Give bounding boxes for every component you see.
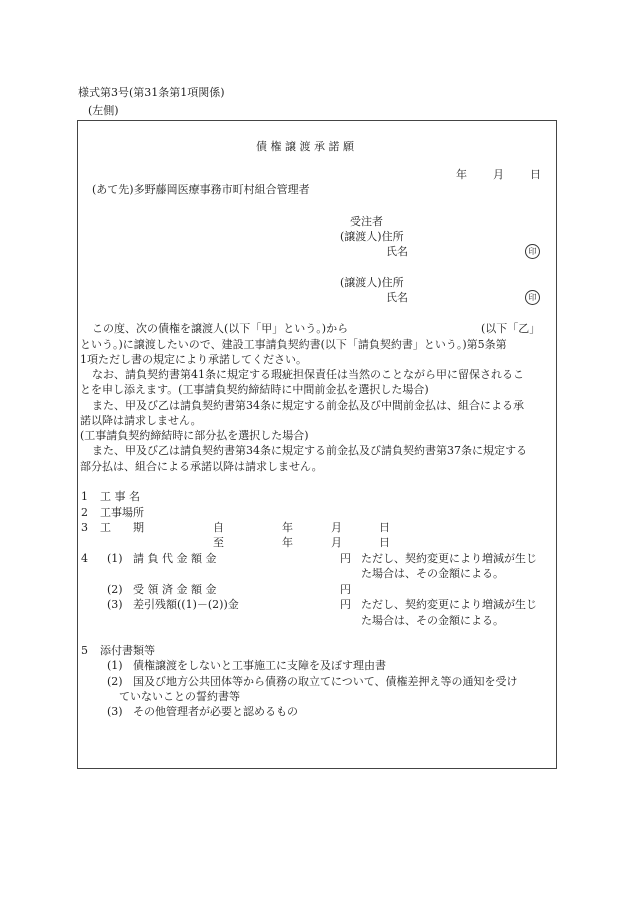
item4-number: 4 (81, 552, 88, 565)
body-p4-line2: 部分払は、組合による承諾以降は請求しません。 (80, 460, 323, 473)
addressee: (あて先)多野藤岡医療事務市町村組合管理者 (92, 183, 310, 196)
item3-to: 至 (213, 536, 224, 549)
assignee-address-label: (譲渡人)住所 (340, 276, 404, 289)
item5-3-text: その他管理者が必要と認めるもの (133, 705, 298, 718)
side-label: (左側) (88, 104, 119, 117)
assignee-seal-icon: 印 (525, 290, 540, 305)
body-p4-line1: また、甲及び乙は請負契約書第34条に規定する前金払及び請負契約書第37条に規定する (92, 444, 527, 457)
date-year: 年 (456, 168, 467, 181)
item4-3-unit: 円 (340, 598, 351, 611)
item3-number: 3 (81, 521, 88, 534)
item4-1-label: 請 負 代 金 額 金 (133, 552, 217, 565)
item5-label: 添付書類等 (100, 644, 155, 657)
assignee-name-label: 氏名 (386, 291, 408, 304)
body-p1-line1b: (以下「乙」 (481, 322, 541, 335)
item3-label: 工 期 (100, 521, 144, 534)
contractor-label: 受注者 (350, 215, 383, 228)
body-p3-line2: 諾以降は請求しません。 (80, 414, 202, 427)
item5-2-number: (2) (107, 675, 123, 688)
item3-to-month: 月 (331, 536, 342, 549)
contractor-name-label: 氏名 (386, 245, 408, 258)
item5-2-text-line1: 国及び地方公共団体等から債務の取立てについて、債権差押え等の通知を受け (133, 675, 518, 688)
date-day: 日 (530, 168, 541, 181)
item4-1-note-line1: ただし、契約変更により増減が生じ (361, 552, 537, 565)
body-p1-line2: という。)に譲渡したいので、建設工事請負契約書(以下「請負契約書」という。)第5条第 (80, 338, 507, 351)
document-title: 債 権 譲 渡 承 諾 願 (256, 140, 354, 153)
item1-label: 工 事 名 (100, 490, 140, 503)
item3-to-year: 年 (282, 536, 293, 549)
item4-3-note-line1: ただし、契約変更により増減が生じ (361, 598, 537, 611)
item2-label: 工事場所 (100, 506, 144, 519)
item5-number: 5 (81, 644, 88, 657)
item4-3-label: 差引残額((1)－(2))金 (133, 598, 239, 611)
item3-from-year: 年 (282, 521, 293, 534)
body-p2-line2: とを申し添えます。(工事請負契約締結時に中間前金払を選択した場合) (80, 383, 429, 396)
item1-number: 1 (81, 490, 88, 503)
item4-1-note-line2: た場合は、その金額による。 (361, 567, 504, 580)
item3-from: 自 (213, 521, 224, 534)
item4-1-unit: 円 (340, 552, 351, 565)
item5-2-text-line2: ていないことの誓約書等 (119, 690, 240, 703)
date-month: 月 (493, 168, 504, 181)
item5-1-number: (1) (107, 659, 123, 672)
form-number: 様式第3号(第31条第1項関係) (78, 86, 225, 99)
item4-3-note-line2: た場合は、その金額による。 (361, 614, 504, 627)
body-p1-line1a: この度、次の債権を譲渡人(以下「甲」という。)から (92, 322, 349, 335)
item5-1-text: 債権譲渡をしないと工事施工に支障を及ぼす理由書 (133, 659, 386, 672)
item4-2-number: (2) (107, 583, 123, 596)
item4-2-label: 受 領 済 金 額 金 (133, 583, 217, 596)
item3-to-day: 日 (379, 536, 390, 549)
item4-3-number: (3) (107, 598, 123, 611)
item5-3-number: (3) (107, 705, 123, 718)
contractor-seal-icon: 印 (525, 244, 540, 259)
item4-2-unit: 円 (340, 583, 351, 596)
item2-number: 2 (81, 506, 88, 519)
item4-1-number: (1) (107, 552, 123, 565)
item3-from-day: 日 (379, 521, 390, 534)
body-p4-condition: (工事請負契約締結時に部分払を選択した場合) (80, 429, 309, 442)
body-p1-line3: 1項ただし書の規定により承諾してください。 (80, 353, 307, 366)
item3-from-month: 月 (331, 521, 342, 534)
body-p2-line1: なお、請負契約書第41条に規定する瑕疵担保責任は当然のことながら甲に留保されるこ (92, 368, 524, 381)
contractor-address-label: (譲渡人)住所 (340, 230, 404, 243)
body-p3-line1: また、甲及び乙は請負契約書第34条に規定する前金払及び中間前金払は、組合による承 (92, 399, 524, 412)
